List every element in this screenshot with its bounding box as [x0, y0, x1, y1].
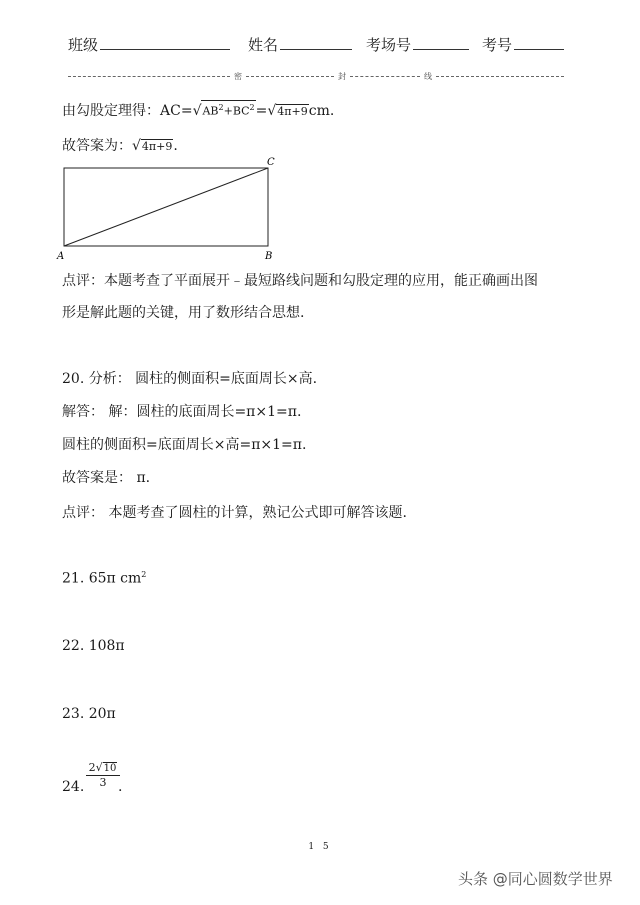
- q20-answer: 解答： 解：圆柱的底面周长=π×1=π.: [62, 404, 302, 420]
- seal-word-1: 密: [234, 72, 242, 81]
- label-c: C: [267, 157, 275, 168]
- seat-label: 考号: [482, 34, 564, 55]
- seal-dash: [350, 76, 420, 77]
- seal-dash: [246, 76, 334, 77]
- class-blank: [100, 35, 230, 50]
- page-number: 1 5: [308, 842, 332, 852]
- q20-analysis: 20. 分析： 圆柱的侧面积=底面周长×高.: [62, 371, 318, 387]
- room-blank: [413, 35, 469, 50]
- rectangle-diagram: [55, 155, 285, 265]
- label-a: A: [57, 251, 65, 262]
- seal-line: [68, 71, 564, 81]
- q22-answer: 22. 108π: [62, 638, 125, 654]
- q20-comment: 点评： 本题考查了圆柱的计算，熟记公式即可解答该题.: [62, 505, 407, 521]
- diagonal-ac: [64, 168, 268, 246]
- q24-denominator: 3: [99, 776, 107, 789]
- seat-blank: [514, 35, 564, 50]
- comment-19-line2: 形是解此题的关键，用了数形结合思想.: [62, 305, 305, 321]
- comment-19-line1: 点评：本题考查了平面展开﹣最短路线问题和勾股定理的应用，能正确画出图: [62, 273, 538, 289]
- room-label: 考场号: [366, 34, 469, 55]
- class-label: 班级: [68, 34, 230, 55]
- q24-fraction: [86, 761, 120, 789]
- seal-word-3: 线: [424, 72, 432, 81]
- name-blank: [280, 35, 352, 50]
- q20-result: 故答案是： π.: [62, 470, 151, 486]
- seal-word-2: 封: [338, 72, 346, 81]
- pythagoras-line: 由勾股定理得：$AC=√AB^2+BC^2=√4\pi+9cm$.: [62, 100, 334, 120]
- watermark: 头条 @同心圆数学世界: [458, 870, 613, 888]
- q21-answer: 21. 65π $cm^2$: [62, 570, 147, 587]
- answer-line: 故答案为：√4π+9.: [62, 138, 178, 154]
- label-b: B: [265, 251, 273, 262]
- name-label: 姓名: [248, 34, 352, 55]
- q24-numerator: 2√10: [86, 761, 120, 776]
- q24-number: 24.: [62, 779, 85, 795]
- q24-period: .: [118, 779, 123, 795]
- seal-dash: [68, 76, 230, 77]
- q20-area: 圆柱的侧面积=底面周长×高=π×1=π.: [62, 437, 307, 453]
- seal-dash: [436, 76, 564, 77]
- q23-answer: 23. 20π: [62, 706, 116, 722]
